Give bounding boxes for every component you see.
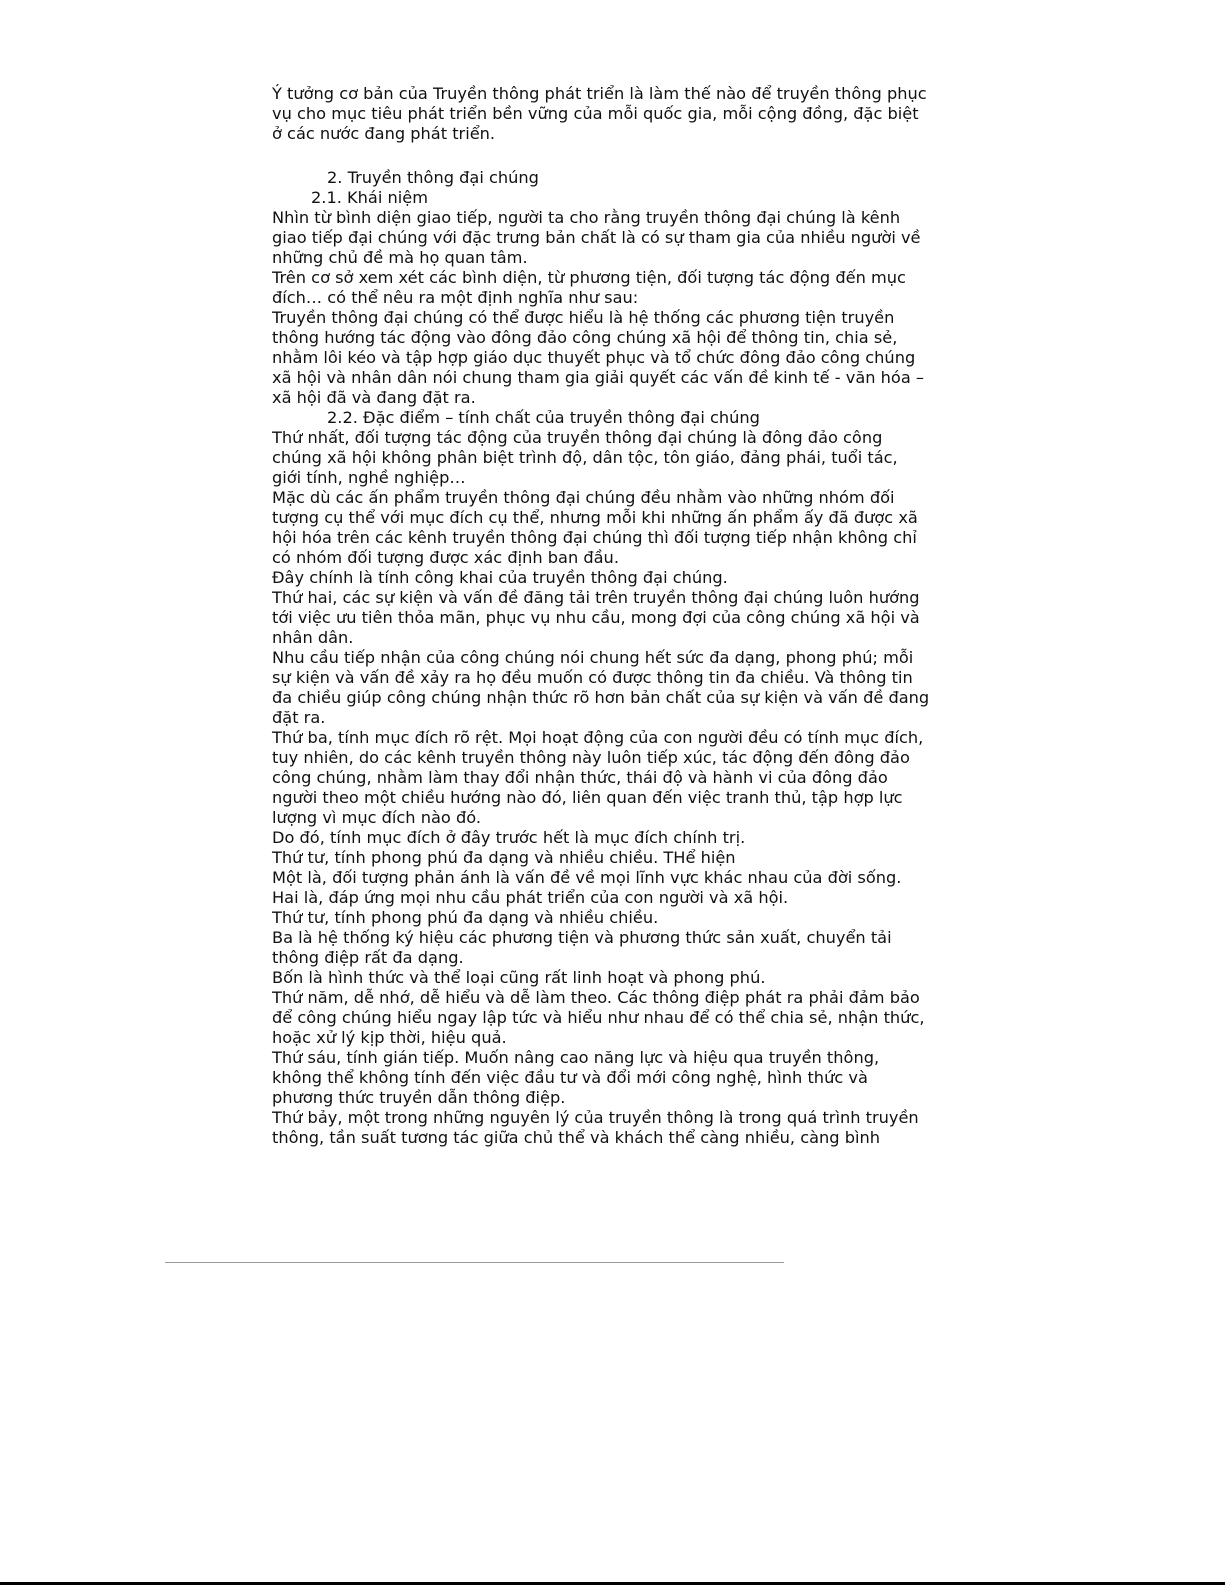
text-line: thông hướng tác động vào đông đảo công chúng xã hội để thông tin, chia sẻ,: [272, 328, 898, 347]
text-line: nhằm lôi kéo và tập hợp giáo dục thuyết phục và tổ chức đông đảo công chúng: [272, 348, 916, 367]
text-line: những chủ đề mà họ quan tâm.: [272, 248, 528, 267]
heading-dac-diem: 2.2. Đặc điểm – tính chất của truyền thông đại chúng: [327, 408, 760, 427]
text-line: lượng vì mục đích nào đó.: [272, 808, 481, 827]
text-line: đặt ra.: [272, 708, 326, 727]
text-line: Thứ tư, tính phong phú đa dạng và nhiều chiều. THể hiện: [272, 848, 736, 867]
text-line: Ý tưởng cơ bản của Truyền thông phát triển là làm thế nào để truyền thông phục: [272, 84, 927, 103]
text-line: Truyền thông đại chúng có thể được hiểu là hệ thống các phương tiện truyền: [272, 308, 895, 327]
text-line: Thứ năm, dễ nhớ, dễ hiểu và dễ làm theo. Các thông điệp phát ra phải đảm bảo: [272, 988, 920, 1007]
text-line: công chúng, nhằm làm thay đổi nhận thức, thái độ và hành vi của đông đảo: [272, 768, 888, 787]
section-khai-niem: [272, 208, 984, 408]
text-line: ở các nước đang phát triển.: [272, 124, 496, 143]
text-line: không thể không tính đến việc đầu tư và đổi mới công nghệ, hình thức và: [272, 1068, 868, 1087]
text-line: vụ cho mục tiêu phát triển bền vững của mỗi quốc gia, mỗi cộng đồng, đặc biệt: [272, 104, 919, 123]
text-line: để công chúng hiểu ngay lập tức và hiểu như nhau để có thể chia sẻ, nhận thức,: [272, 1008, 925, 1027]
text-line: xã hội và nhân dân nói chung tham gia giải quyết các vấn đề kinh tế - văn hóa –: [272, 368, 924, 387]
text-line: chúng xã hội không phân biệt trình độ, dân tộc, tôn giáo, đảng phái, tuổi tác,: [272, 448, 898, 467]
text-line: Nhìn từ bình diện giao tiếp, người ta cho rằng truyền thông đại chúng là kênh: [272, 208, 901, 227]
text-line: Thứ nhất, đối tượng tác động của truyền thông đại chúng là đông đảo công: [272, 428, 883, 447]
text-line: Thứ ba, tính mục đích rõ rệt. Mọi hoạt động của con người đều có tính mục đích,: [272, 728, 924, 747]
document-body: [272, 84, 984, 1148]
text-line: Mặc dù các ấn phẩm truyền thông đại chúng đều nhằm vào những nhóm đối: [272, 488, 895, 507]
text-line: Do đó, tính mục đích ở đây trước hết là mục đích chính trị.: [272, 828, 746, 847]
text-line: sự kiện và vấn đề xảy ra họ đều muốn có được thông tin đa chiều. Và thông tin: [272, 668, 913, 687]
text-line: Hai là, đáp ứng mọi nhu cầu phát triển của con người và xã hội.: [272, 888, 789, 907]
text-line: Bốn là hình thức và thể loại cũng rất linh hoạt và phong phú.: [272, 968, 766, 987]
text-line: Thứ sáu, tính gián tiếp. Muốn nâng cao năng lực và hiệu qua truyền thông,: [272, 1048, 880, 1067]
text-line: nhân dân.: [272, 628, 354, 647]
text-line: Trên cơ sở xem xét các bình diện, từ phương tiện, đối tượng tác động đến mục: [272, 268, 906, 287]
text-line: có nhóm đối tượng được xác định ban đầu.: [272, 548, 619, 567]
text-line: hoặc xử lý kịp thời, hiệu quả.: [272, 1028, 507, 1047]
intro-paragraph: [272, 84, 984, 144]
heading-truyen-thong-dai-chung: 2. Truyền thông đại chúng: [327, 168, 539, 187]
text-line: Thứ hai, các sự kiện và vấn đề đăng tải trên truyền thông đại chúng luôn hướng: [272, 588, 920, 607]
text-line: tượng cụ thể với mục đích cụ thể, nhưng mỗi khi những ấn phẩm ấy đã được xã: [272, 508, 918, 527]
text-line: thông, tần suất tương tác giữa chủ thể và khách thể càng nhiều, càng bình: [272, 1128, 881, 1147]
paragraph-gap: [272, 144, 984, 168]
text-line: Ba là hệ thống ký hiệu các phương tiện và phương thức sản xuất, chuyển tải: [272, 928, 892, 947]
text-line: giao tiếp đại chúng với đặc trưng bản chất là có sự tham gia của nhiều người về: [272, 228, 921, 247]
text-line: Thứ tư, tính phong phú đa dạng và nhiều chiều.: [272, 908, 659, 927]
section-dac-diem: [272, 428, 984, 1148]
text-line: Một là, đối tượng phản ánh là vấn đề về mọi lĩnh vực khác nhau của đời sống.: [272, 868, 902, 887]
text-line: đích… có thể nêu ra một định nghĩa như sau:: [272, 288, 639, 307]
text-line: người theo một chiều hướng nào đó, liên quan đến việc tranh thủ, tập hợp lực: [272, 788, 903, 807]
text-line: thông điệp rất đa dạng.: [272, 948, 464, 967]
text-line: tuy nhiên, do các kênh truyền thông này luôn tiếp xúc, tác động đến đông đảo: [272, 748, 910, 767]
text-line: phương thức truyền dẫn thông điệp.: [272, 1088, 566, 1107]
text-line: giới tính, nghề nghiệp…: [272, 468, 466, 487]
text-line: đa chiều giúp công chúng nhận thức rõ hơn bản chất của sự kiện và vấn đề đang: [272, 688, 930, 707]
text-line: xã hội đã và đang đặt ra.: [272, 388, 476, 407]
text-line: Thứ bảy, một trong những nguyên lý của truyền thông là trong quá trình truyền: [272, 1108, 919, 1127]
text-line: Đây chính là tính công khai của truyền thông đại chúng.: [272, 568, 728, 587]
text-line: hội hóa trên các kênh truyền thông đại chúng thì đối tượng tiếp nhận không chỉ: [272, 528, 917, 547]
footnote-separator: [165, 1262, 784, 1263]
text-line: tới việc ưu tiên thỏa mãn, phục vụ nhu cầu, mong đợi của công chúng xã hội và: [272, 608, 920, 627]
text-line: Nhu cầu tiếp nhận của công chúng nói chung hết sức đa dạng, phong phú; mỗi: [272, 648, 914, 667]
heading-khai-niem: 2.1. Khái niệm: [311, 188, 428, 207]
